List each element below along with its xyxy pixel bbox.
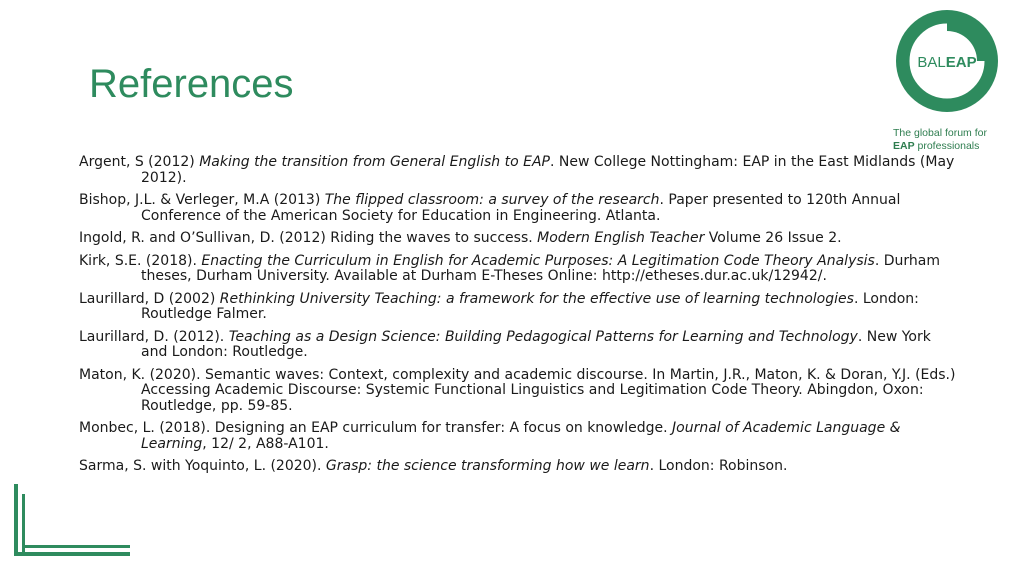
reference-item: Laurillard, D. (2012). Teaching as a Design Science: Building Pedagogical Patterns for Learning and Technology. New York and London: Routledge. [79,328,931,360]
tagline-line2: professionals [914,140,980,152]
tagline-line1: The global forum for [893,127,987,139]
corner-decoration-horizontal-inner [22,545,130,548]
corner-decoration-horizontal-outer [14,552,130,556]
reference-item: Laurillard, D (2002) Rethinking University Teaching: a framework for the effective use of learning technologies. London: Routledge Falmer. [79,290,919,322]
reference-item: Argent, S (2012) Making the transition from General English to EAP. New College Nottingham: EAP in the East Midlands (May 2012). [79,154,955,186]
reference-item: Ingold, R. and O’Sullivan, D. (2012) Riding the waves to success. Modern English Teacher Volume 26 Issue 2. [79,230,842,246]
baleap-logo [893,6,1001,116]
reference-item: Maton, K. (2020). Semantic waves: Context, complexity and academic discourse. In Martin, J.R., Maton, K. & Doran, Y.J. (Eds.) Accessing Academic Discourse: Systemic Functional Linguistics and Legitimation Code Theory. Abingdon, Oxon: Routledge, pp. 59-85. [79,366,956,414]
logo-text-plain: BAL [917,54,946,71]
logo-tagline [893,127,1013,153]
slide-title: References [89,62,294,106]
reference-list [79,155,959,482]
logo-text-bold: EAP [945,54,977,71]
corner-decoration-vertical-outer [14,484,18,556]
tagline-bold: EAP [893,140,915,152]
reference-item: Kirk, S.E. (2018). Enacting the Curriculum in English for Academic Purposes: A Legitimation Code Theory Analysis. Durham theses, Durham University. Available at Durham E-Theses Online: http://etheses.dur.ac.uk/12942/. [79,252,940,284]
reference-item: Sarma, S. with Yoquinto, L. (2020). Grasp: the science transforming how we learn. London: Robinson. [79,458,788,474]
reference-item: Monbec, L. (2018). Designing an EAP curriculum for transfer: A focus on knowledge. Journal of Academic Language & Learning, 12/ 2, A88-A101. [79,420,901,452]
svg-text:BALEAP [917,54,976,71]
reference-item: Bishop, J.L. & Verleger, M.A (2013) The flipped classroom: a survey of the research. Paper presented to 120th Annual Conference of the American Society for Education in Engineering. Atlanta. [79,192,901,224]
